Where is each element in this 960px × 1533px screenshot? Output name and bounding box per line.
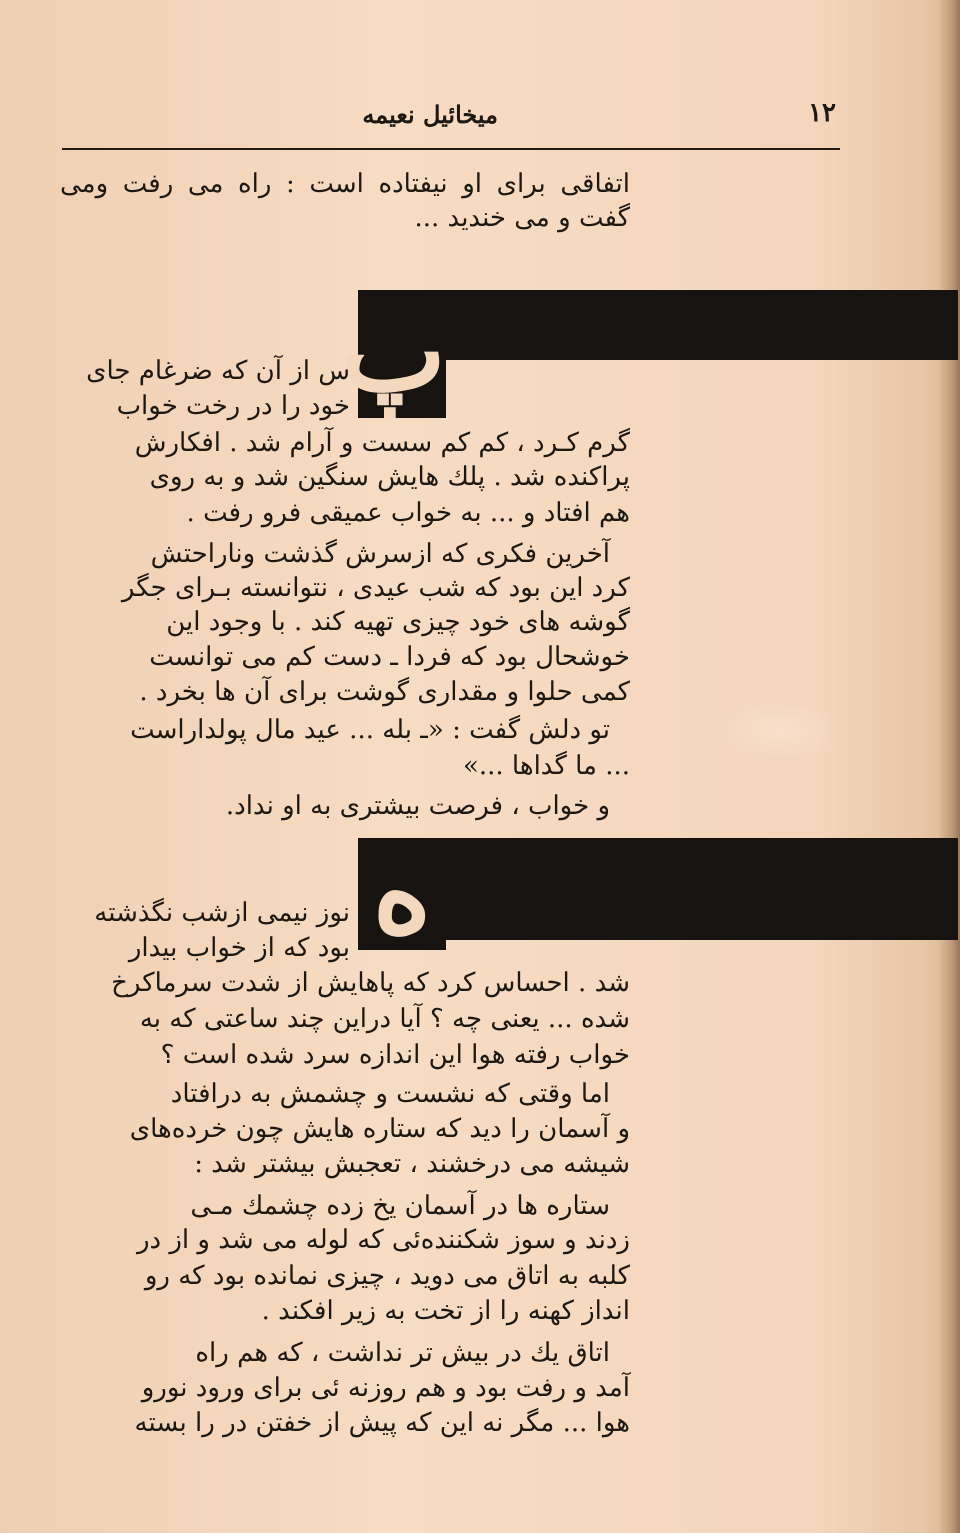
page-number: ۱۲ [808, 98, 836, 128]
page-header [62, 96, 840, 154]
running-title: میخائیل نعیمه [362, 100, 498, 129]
text-line: گوشه های خود چیزی تهیه کند . با وجود این [166, 607, 630, 637]
text-line: هوا ... مگر نه این که پیش از خفتن در را بسته [134, 1408, 630, 1438]
lead-line: س از آن که ضرغام جای [86, 356, 350, 386]
text-line: تو دلش گفت : «ـ بله ... عید مال پولداراست [130, 715, 610, 745]
header-rule [62, 148, 840, 150]
text-line: شده ... یعنی چه ؟ آیا دراین چند ساعتی که به [139, 1004, 630, 1034]
text-line: اما وقتی که نشست و چشمش به درافتاد [170, 1079, 610, 1109]
text-line: اتاق یك در بیش تر نداشت ، که هم راه [195, 1338, 610, 1368]
text-line: کمی حلوا و مقداری گوشت برای آن ها بخرد . [139, 677, 630, 707]
section-band [358, 290, 958, 360]
text-line: اتفاقی برای او نیفتاده است : راه می رفت ومی [60, 169, 630, 199]
text-line: کرد این بود که شب عیدی ، نتوانسته بـرای جگر [121, 573, 630, 603]
text-line: ... ما گداها ...» [462, 751, 630, 781]
text-line: پراکنده شد . پلك هایش سنگین شد و به روی [149, 462, 630, 492]
section-band [358, 838, 958, 940]
text-line: انداز کهنه را از تخت به زیر افکند . [261, 1296, 630, 1326]
text-line: کلبه به اتاق می دوید ، چیزی نمانده بود که رو [144, 1261, 630, 1291]
text-line: خواب رفته هوا این اندازه سرد شده است ؟ [160, 1040, 630, 1070]
text-line: آمد و رفت بود و هم روزنه ئی برای ورود نورو [141, 1373, 630, 1403]
text-line: و خواب ، فرصت بیشتری به او نداد. [225, 791, 610, 821]
text-line: گرم کـرد ، کم کم سست و آرام شد . افکارش [134, 428, 630, 458]
page-spine-shadow [938, 0, 960, 1533]
paper-stain [720, 700, 840, 760]
text-line: گفت و می خندید ... [414, 203, 630, 233]
text-line: آخرین فکری که ازسرش گذشت وناراحتش [150, 539, 610, 569]
text-line: شیشه می درخشند ، تعجبش بیشتر شد : [194, 1149, 630, 1179]
text-line: هم افتاد و ... به خواب عمیقی فرو رفت . [186, 498, 630, 528]
drop-cap-letter: ه [372, 828, 432, 959]
text-line: ستاره ها در آسمان یخ زده چشمك مـی [190, 1191, 610, 1221]
lead-line: خود را در رخت خواب [116, 391, 350, 421]
text-line: زدند و سوز شکننده‌ئی که لوله می شد و از در [136, 1225, 630, 1255]
text-line: شد . احساس کرد که پاهایش از شدت سرماکرخ [111, 968, 630, 998]
lead-line: نوز نیمی ازشب نگذشته [94, 898, 350, 928]
text-line: خوشحال بود که فردا ـ دست کم می توانست [149, 642, 630, 672]
lead-line: بود که از خواب بیدار [128, 933, 350, 963]
drop-cap-letter: پ [340, 286, 446, 417]
text-line: و آسمان را دید که ستاره هایش چون خرده‌های [129, 1114, 630, 1144]
